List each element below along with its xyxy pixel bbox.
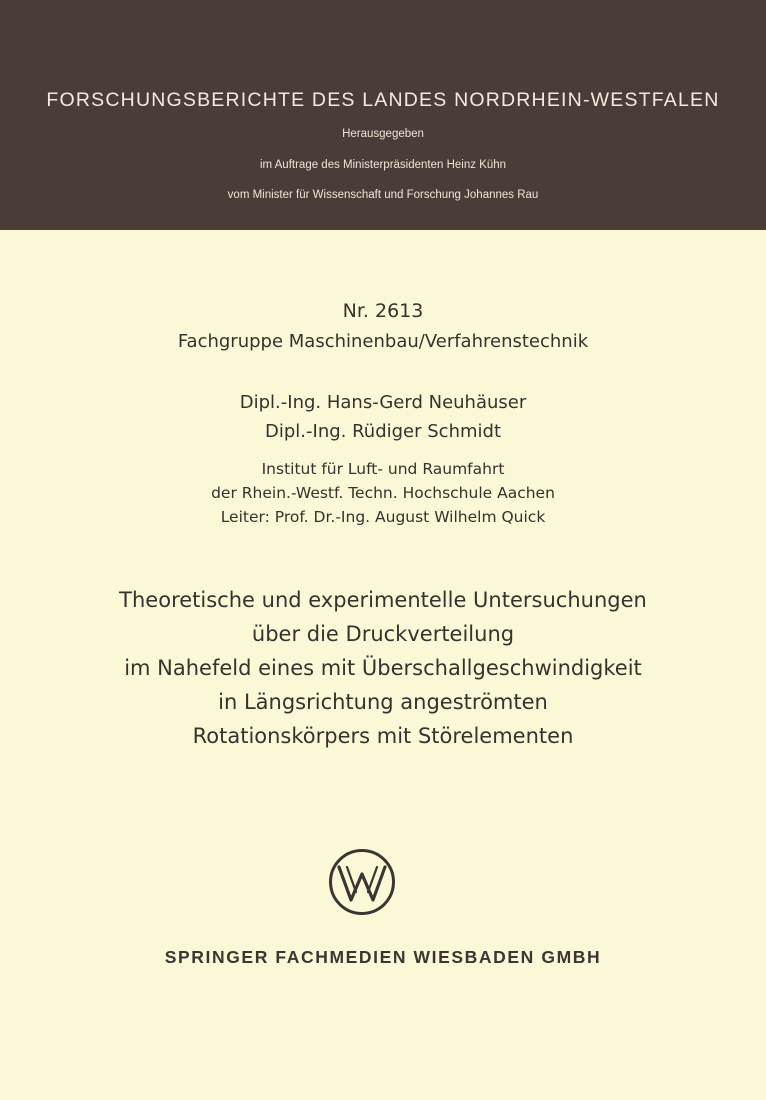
series-banner xyxy=(0,0,766,230)
publisher-logo-icon xyxy=(327,847,397,917)
author-1: Dipl.-Ing. Hans-Gerd Neuhäuser xyxy=(239,392,527,413)
publisher-note-line-1: Herausgegeben xyxy=(342,128,424,140)
subject-group: Fachgruppe Maschinenbau/Verfahrenstechnik xyxy=(177,331,589,352)
institute-line-3: Leiter: Prof. Dr.-Ing. August Wilhelm Quick xyxy=(220,508,546,526)
institute-line-2: der Rhein.-Westf. Techn. Hochschule Aachen xyxy=(211,484,555,502)
author-2: Dipl.-Ing. Rüdiger Schmidt xyxy=(265,421,501,442)
title-line-5: Rotationskörpers mit Störelementen xyxy=(192,724,574,748)
title-line-1: Theoretische und experimentelle Untersuchungen xyxy=(119,588,647,612)
publisher-note-line-2: im Auftrage des Ministerpräsidenten Heinz Kühn xyxy=(259,159,507,171)
publisher-note-line-3: vom Minister für Wissenschaft und Forschung Johannes Rau xyxy=(227,189,539,201)
report-number: Nr. 2613 xyxy=(342,300,424,322)
institute-line-1: Institut für Luft- und Raumfahrt xyxy=(261,460,505,478)
publisher-name: SPRINGER FACHMEDIEN WIESBADEN GMBH xyxy=(164,947,602,967)
title-line-3: im Nahefeld eines mit Überschallgeschwindigkeit xyxy=(124,656,642,680)
title-line-2: über die Druckverteilung xyxy=(251,622,515,646)
series-title: FORSCHUNGSBERICHTE DES LANDES NORDRHEIN-WESTFALEN xyxy=(46,89,720,111)
title-line-4: in Längsrichtung angeströmten xyxy=(218,690,548,714)
